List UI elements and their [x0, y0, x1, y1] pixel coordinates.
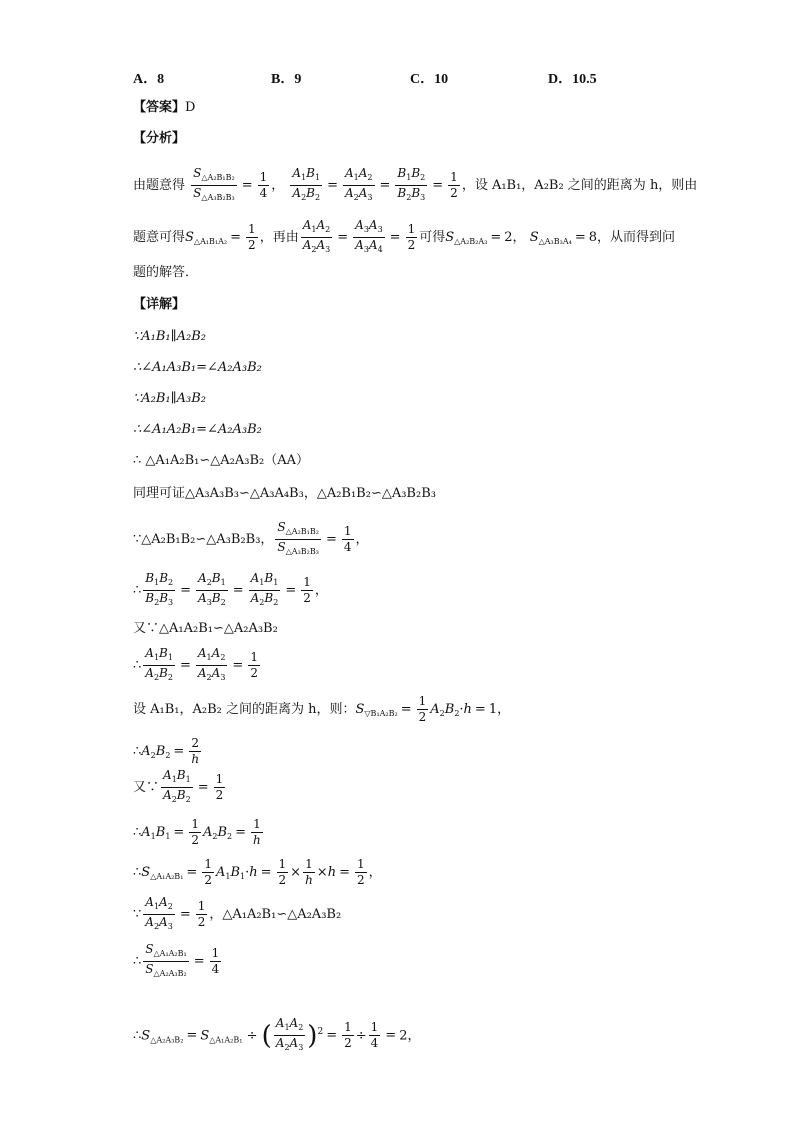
- step-7: ∵△A₂B₁B₂∽△A₃B₂B₃， $\frac{S_{\triangle A_2B_1B_2}}{S_{\triangle A_3B_2B_3}}$ = $\frac{1}{4}$ ，: [133, 520, 369, 556]
- option-d: D．10.5: [548, 72, 597, 87]
- step-1: ∵A₁B₁∥A₂B₂: [133, 329, 207, 344]
- step-14: $\therefore A_1B_1$ = $\frac{1}{2}$ $A_2B_2$ = $\frac{1}{h}$: [133, 817, 261, 847]
- analysis-line-3: 题的解答．: [133, 265, 199, 280]
- analysis-label: 【分析】: [133, 131, 186, 146]
- option-a: A．8: [133, 72, 165, 87]
- step-8: ∴ $\frac{B_1B_2}{B_2B_3}$ = $\frac{A_2B_1}{A_3B_2}$ = $\frac{A_1B_1}{A_2B_2}$ = $\frac{1}{2}$ ，: [133, 571, 328, 607]
- step-6: 同理可证△A₃A₃B₃∽△A₃A₄B₃，△A₂B₁B₂∽△A₃B₂B₃: [133, 486, 436, 501]
- option-c: C．10: [410, 72, 449, 87]
- analysis-line-2: 题意可得$S_{\triangle A_1B_1A_2}$ = $\frac{1}{2}$ ，再由 $\frac{A_1A_2}{A_2A_3}$ = $\frac{A_3A_3}{A_3A_4}$ = $\frac{1}{2}$ 可得$S_{\triangle A_2B_2A_3} = 2$， $S_{\triangle A_3B_3A_4} = 8$，从而得到问: [133, 218, 676, 254]
- step-16: ∵ $\frac{A_1A_2}{A_2A_3}$ = $\frac{1}{2}$ ，△A₁A₂B₁∽△A₂A₃B₂: [133, 895, 342, 931]
- step-9: 又∵△A₁A₂B₁∽△A₂A₃B₂: [133, 621, 278, 636]
- option-b: B．9: [271, 72, 302, 87]
- step-17: ∴ $\frac{S_{\triangle A_1A_2B_1}}{S_{\triangle A_2A_3B_2}}$ = $\frac{1}{4}$: [133, 942, 220, 978]
- step-18: $\therefore S_{\triangle A_2A_3B_2} = S_{\triangle A_1A_2B_1}$ ÷ ( $\frac{A_1A_2}{A_2A_3}$ )$^2$ = $\frac{1}{2}$ ÷ $\frac{1}{4}$ = 2，: [133, 1016, 421, 1053]
- area-ratio-fraction: $\frac{S_{\triangle A_2B_1B_2}}{S_{\triangle A_3B_2B_3}}$: [193, 166, 235, 202]
- analysis-line-1: 由题意得 $\frac{S_{\triangle A_2B_1B_2}}{S_{\triangle A_3B_2B_3}}$ = $\frac{1}{4}$ ， $\frac{A_1B_1}{A_2B_2}$ = $\frac{A_1A_2}{A_2A_3}$ = $\frac{B_1B_2}{B_2B_3}$ = $\frac{1}{2}$ ，设 A₁B₁，A₂B₂ 之间的距离为 h，则由: [133, 166, 697, 206]
- step-3: ∵A₂B₁∥A₃B₂: [133, 391, 207, 406]
- answer-line: [133, 99, 195, 117]
- step-15: $\therefore S_{\triangle A_1A_2B_1}$ = $\frac{1}{2}$ $A_1B_1\cdot h$ = $\frac{1}{2}$ × $\frac{1}{h}$ ×h = $\frac{1}{2}$ ，: [133, 857, 382, 887]
- answer-label: 【答案】: [133, 100, 186, 115]
- step-4: ∴∠A₁A₂B₁=∠A₂A₃B₂: [133, 422, 262, 437]
- step-12: $\therefore A_2B_2$ = $\frac{2}{h}$: [133, 736, 200, 766]
- step-11: 设 A₁B₁，A₂B₂ 之间的距离为 h，则：$S_{▽B_1A_2B_2}$ = $\frac{1}{2}$ $A_2B_2\cdot h = 1$，: [133, 694, 511, 724]
- step-2: ∴∠A₁A₃B₁=∠A₂A₃B₂: [133, 360, 262, 375]
- detail-label: 【详解】: [133, 297, 186, 312]
- step-10: ∴ $\frac{A_1B_1}{A_2B_2}$ = $\frac{A_1A_2}{A_2A_3}$ = $\frac{1}{2}$: [133, 646, 258, 682]
- step-5: ∴ △A₁A₂B₁∽△A₂A₃B₂（AA）: [133, 453, 309, 468]
- step-13: 又∵ $\frac{A_1B_1}{A_2B_2}$ = $\frac{1}{2}$: [133, 768, 224, 804]
- answer-value: D: [185, 100, 196, 115]
